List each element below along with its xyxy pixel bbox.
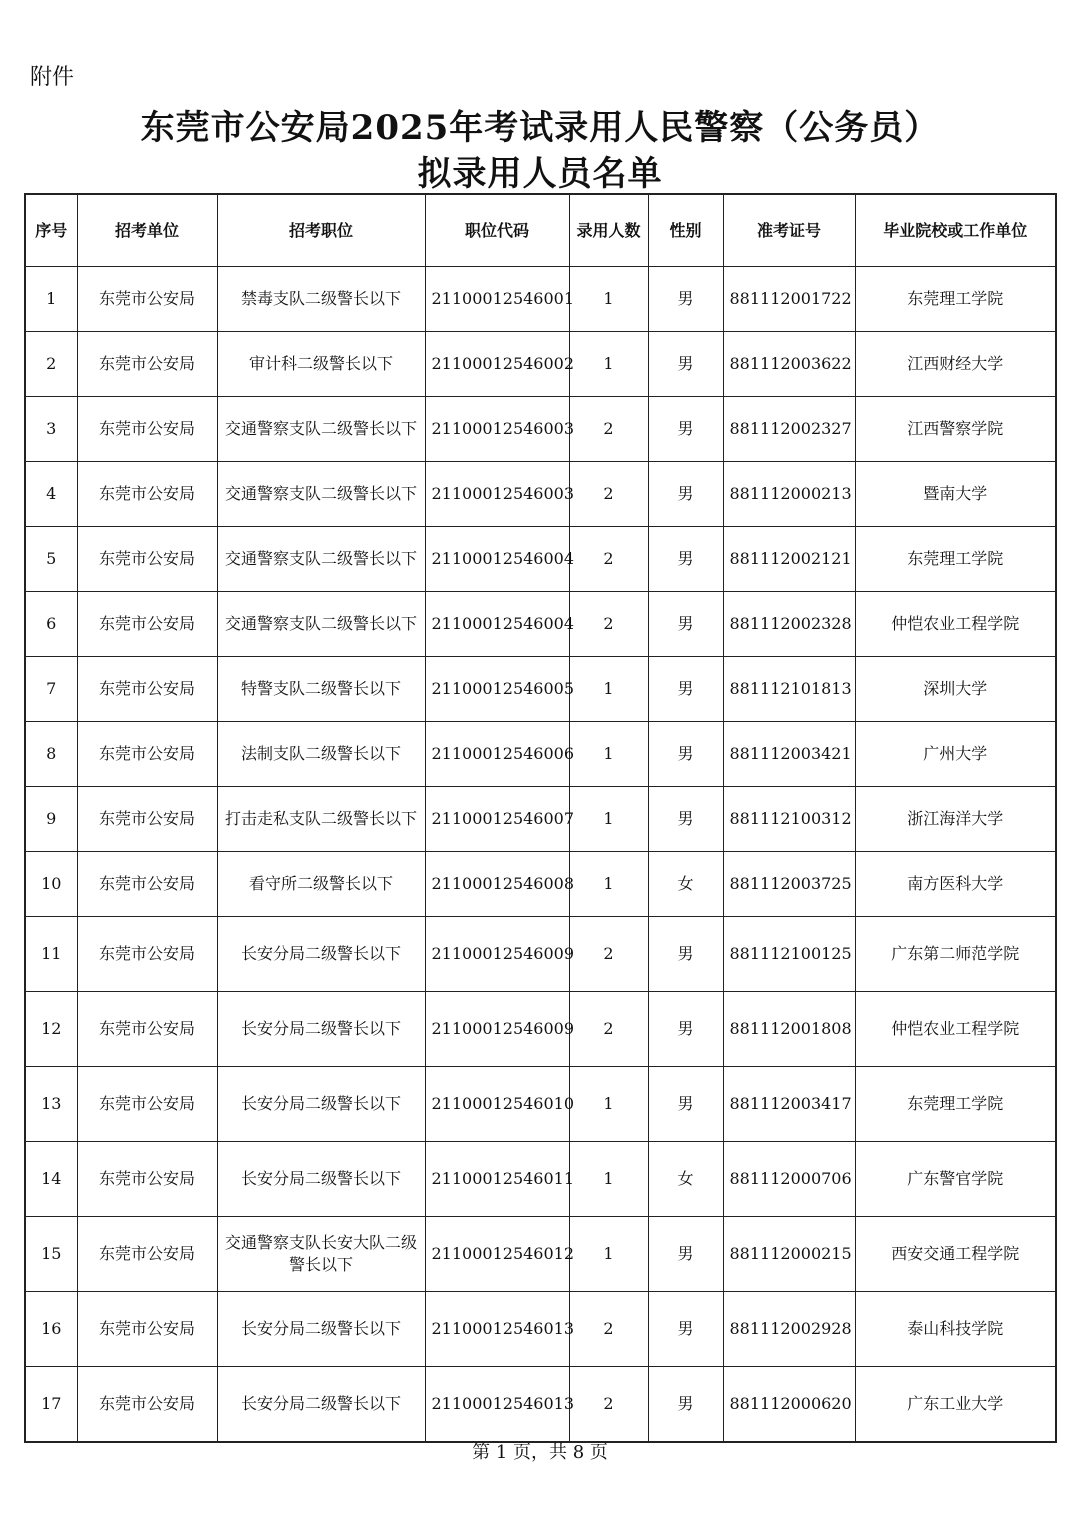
cell-gender: 男 (648, 992, 723, 1067)
cell-school: 浙江海洋大学 (855, 787, 1056, 852)
cell-unit: 东莞市公安局 (77, 1367, 217, 1443)
cell-ticket: 881112003417 (723, 1067, 855, 1142)
cell-no: 13 (25, 1067, 77, 1142)
cell-no: 10 (25, 852, 77, 917)
cell-gender: 女 (648, 1142, 723, 1217)
cell-ticket: 881112000213 (723, 462, 855, 527)
cell-ticket: 881112001722 (723, 267, 855, 332)
cell-code: 21100012546004 (425, 527, 569, 592)
cell-count: 2 (569, 992, 648, 1067)
table-row (25, 1067, 1056, 1142)
cell-no: 7 (25, 657, 77, 722)
cell-count: 2 (569, 917, 648, 992)
cell-school: 广东警官学院 (855, 1142, 1056, 1217)
cell-unit: 东莞市公安局 (77, 1292, 217, 1367)
cell-count: 1 (569, 657, 648, 722)
table-row (25, 332, 1056, 397)
cell-no: 4 (25, 462, 77, 527)
cell-position: 长安分局二级警长以下 (217, 1142, 425, 1217)
cell-count: 1 (569, 267, 648, 332)
cell-ticket: 881112003725 (723, 852, 855, 917)
cell-count: 1 (569, 1067, 648, 1142)
header-code: 职位代码 (425, 194, 569, 267)
cell-count: 1 (569, 1142, 648, 1217)
table-row (25, 462, 1056, 527)
header-ticket: 准考证号 (723, 194, 855, 267)
cell-unit: 东莞市公安局 (77, 397, 217, 462)
cell-unit: 东莞市公安局 (77, 992, 217, 1067)
header-gender: 性别 (648, 194, 723, 267)
page-title: 东莞市公安局2025年考试录用人民警察（公务员） (140, 108, 940, 148)
cell-ticket: 881112100312 (723, 787, 855, 852)
cell-position: 交通警察支队二级警长以下 (217, 462, 425, 527)
cell-code: 21100012546003 (425, 397, 569, 462)
cell-unit: 东莞市公安局 (77, 1142, 217, 1217)
cell-code: 21100012546002 (425, 332, 569, 397)
cell-position: 审计科二级警长以下 (217, 332, 425, 397)
cell-ticket: 881112003622 (723, 332, 855, 397)
cell-no: 3 (25, 397, 77, 462)
table-row (25, 657, 1056, 722)
cell-code: 21100012546012 (425, 1217, 569, 1292)
cell-ticket: 881112000620 (723, 1367, 855, 1443)
header-unit: 招考单位 (77, 194, 217, 267)
cell-school: 泰山科技学院 (855, 1292, 1056, 1367)
table-row (25, 917, 1056, 992)
cell-no: 8 (25, 722, 77, 787)
cell-school: 南方医科大学 (855, 852, 1056, 917)
cell-unit: 东莞市公安局 (77, 917, 217, 992)
cell-code: 21100012546008 (425, 852, 569, 917)
cell-position: 法制支队二级警长以下 (217, 722, 425, 787)
cell-unit: 东莞市公安局 (77, 527, 217, 592)
cell-school: 东莞理工学院 (855, 1067, 1056, 1142)
cell-ticket: 881112101813 (723, 657, 855, 722)
cell-gender: 男 (648, 917, 723, 992)
cell-code: 21100012546009 (425, 917, 569, 992)
cell-school: 东莞理工学院 (855, 267, 1056, 332)
cell-position: 长安分局二级警长以下 (217, 1367, 425, 1443)
table-row (25, 397, 1056, 462)
cell-position: 长安分局二级警长以下 (217, 992, 425, 1067)
cell-school: 东莞理工学院 (855, 527, 1056, 592)
cell-count: 2 (569, 462, 648, 527)
cell-code: 21100012546005 (425, 657, 569, 722)
cell-code: 21100012546003 (425, 462, 569, 527)
table-row (25, 592, 1056, 657)
cell-school: 江西警察学院 (855, 397, 1056, 462)
cell-unit: 东莞市公安局 (77, 267, 217, 332)
cell-school: 暨南大学 (855, 462, 1056, 527)
cell-code: 21100012546010 (425, 1067, 569, 1142)
cell-ticket: 881112001808 (723, 992, 855, 1067)
table-row (25, 1217, 1056, 1292)
cell-no: 15 (25, 1217, 77, 1292)
cell-count: 1 (569, 1217, 648, 1292)
candidate-table (24, 193, 1057, 1443)
cell-gender: 男 (648, 722, 723, 787)
cell-no: 2 (25, 332, 77, 397)
cell-no: 6 (25, 592, 77, 657)
cell-school: 广州大学 (855, 722, 1056, 787)
cell-code: 21100012546006 (425, 722, 569, 787)
cell-gender: 男 (648, 527, 723, 592)
cell-ticket: 881112003421 (723, 722, 855, 787)
cell-unit: 东莞市公安局 (77, 1217, 217, 1292)
cell-code: 21100012546009 (425, 992, 569, 1067)
cell-count: 2 (569, 1292, 648, 1367)
cell-gender: 男 (648, 267, 723, 332)
cell-unit: 东莞市公安局 (77, 787, 217, 852)
cell-count: 1 (569, 332, 648, 397)
cell-gender: 男 (648, 1292, 723, 1367)
table-row (25, 527, 1056, 592)
table-row (25, 787, 1056, 852)
cell-gender: 男 (648, 592, 723, 657)
cell-no: 1 (25, 267, 77, 332)
cell-gender: 男 (648, 1217, 723, 1292)
cell-count: 1 (569, 722, 648, 787)
cell-school: 江西财经大学 (855, 332, 1056, 397)
header-no: 序号 (25, 194, 77, 267)
cell-school: 仲恺农业工程学院 (855, 592, 1056, 657)
page-indicator: 第 1 页，共 8 页 (472, 1442, 608, 1463)
cell-ticket: 881112002121 (723, 527, 855, 592)
cell-count: 2 (569, 1367, 648, 1443)
cell-gender: 男 (648, 332, 723, 397)
cell-gender: 女 (648, 852, 723, 917)
cell-ticket: 881112002327 (723, 397, 855, 462)
cell-gender: 男 (648, 397, 723, 462)
cell-position: 交通警察支队二级警长以下 (217, 397, 425, 462)
cell-ticket: 881112100125 (723, 917, 855, 992)
cell-position: 长安分局二级警长以下 (217, 1067, 425, 1142)
cell-count: 1 (569, 852, 648, 917)
cell-position: 交通警察支队二级警长以下 (217, 592, 425, 657)
cell-position: 打击走私支队二级警长以下 (217, 787, 425, 852)
cell-gender: 男 (648, 657, 723, 722)
cell-unit: 东莞市公安局 (77, 722, 217, 787)
header-school: 毕业院校或工作单位 (855, 194, 1056, 267)
cell-position: 长安分局二级警长以下 (217, 917, 425, 992)
cell-position: 禁毒支队二级警长以下 (217, 267, 425, 332)
cell-unit: 东莞市公安局 (77, 852, 217, 917)
table-row (25, 992, 1056, 1067)
cell-position: 看守所二级警长以下 (217, 852, 425, 917)
cell-ticket: 881112000706 (723, 1142, 855, 1217)
cell-code: 21100012546007 (425, 787, 569, 852)
cell-ticket: 881112000215 (723, 1217, 855, 1292)
cell-school: 广东第二师范学院 (855, 917, 1056, 992)
cell-unit: 东莞市公安局 (77, 1067, 217, 1142)
cell-no: 12 (25, 992, 77, 1067)
cell-no: 14 (25, 1142, 77, 1217)
cell-position: 长安分局二级警长以下 (217, 1292, 425, 1367)
cell-code: 21100012546001 (425, 267, 569, 332)
cell-school: 仲恺农业工程学院 (855, 992, 1056, 1067)
cell-unit: 东莞市公安局 (77, 462, 217, 527)
page-subtitle: 拟录用人员名单 (417, 154, 663, 194)
table-row (25, 267, 1056, 332)
cell-school: 深圳大学 (855, 657, 1056, 722)
table-row (25, 722, 1056, 787)
cell-position: 交通警察支队二级警长以下 (217, 527, 425, 592)
cell-school: 西安交通工程学院 (855, 1217, 1056, 1292)
table-row (25, 1367, 1056, 1443)
cell-ticket: 881112002928 (723, 1292, 855, 1367)
cell-code: 21100012546013 (425, 1292, 569, 1367)
cell-no: 9 (25, 787, 77, 852)
attachment-label: 附件 (30, 65, 75, 90)
cell-gender: 男 (648, 1067, 723, 1142)
cell-position: 特警支队二级警长以下 (217, 657, 425, 722)
table-row (25, 1292, 1056, 1367)
cell-no: 5 (25, 527, 77, 592)
cell-unit: 东莞市公安局 (77, 592, 217, 657)
cell-position: 交通警察支队长安大队二级警长以下 (217, 1217, 425, 1292)
table-row (25, 852, 1056, 917)
cell-school: 广东工业大学 (855, 1367, 1056, 1443)
cell-unit: 东莞市公安局 (77, 657, 217, 722)
header-position: 招考职位 (217, 194, 425, 267)
cell-no: 11 (25, 917, 77, 992)
cell-code: 21100012546004 (425, 592, 569, 657)
cell-ticket: 881112002328 (723, 592, 855, 657)
table-header-row (25, 194, 1056, 267)
table-row (25, 1142, 1056, 1217)
cell-no: 17 (25, 1367, 77, 1443)
cell-unit: 东莞市公安局 (77, 332, 217, 397)
cell-gender: 男 (648, 1367, 723, 1443)
cell-gender: 男 (648, 787, 723, 852)
cell-count: 2 (569, 397, 648, 462)
cell-code: 21100012546011 (425, 1142, 569, 1217)
cell-gender: 男 (648, 462, 723, 527)
cell-count: 1 (569, 787, 648, 852)
cell-count: 2 (569, 527, 648, 592)
cell-count: 2 (569, 592, 648, 657)
header-count: 录用人数 (569, 194, 648, 267)
cell-code: 21100012546013 (425, 1367, 569, 1443)
cell-no: 16 (25, 1292, 77, 1367)
